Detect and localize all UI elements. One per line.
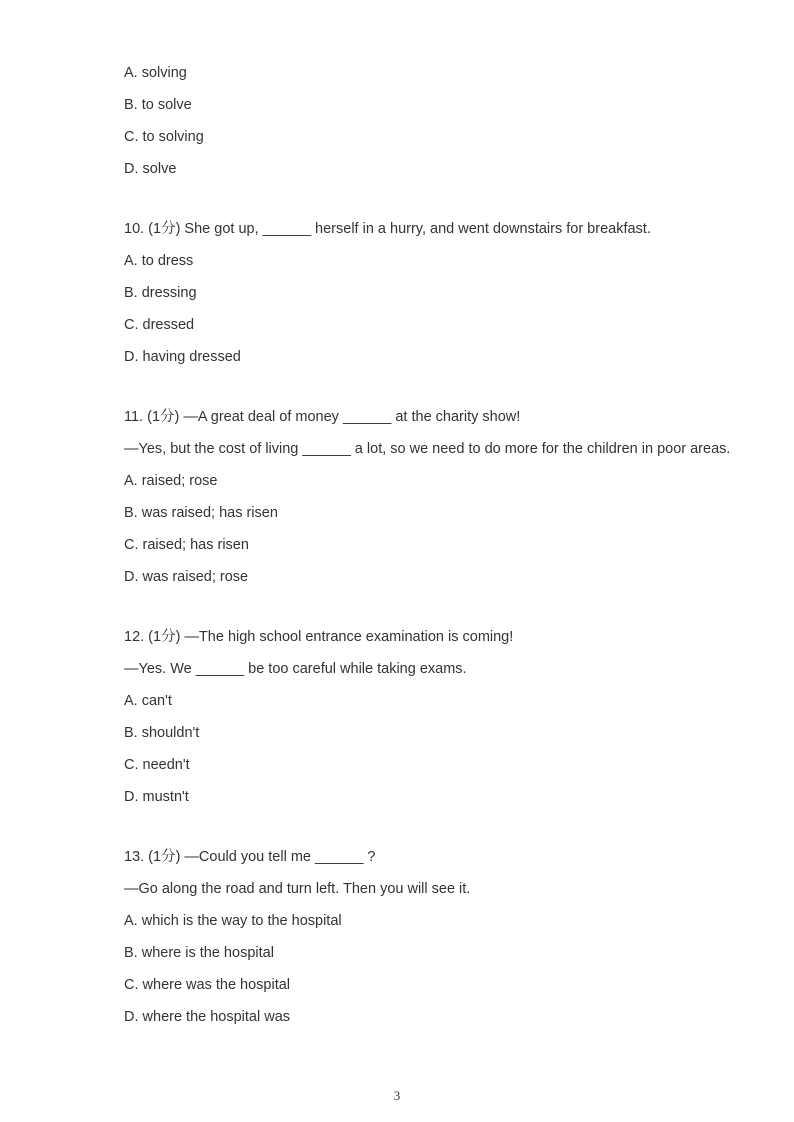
page-number: 3 xyxy=(393,1088,401,1103)
q12-option-b: B. shouldn't xyxy=(124,725,200,741)
q10-option-b: B. dressing xyxy=(124,285,197,301)
q10-option-a: A. to dress xyxy=(124,253,194,269)
q10-option-c: C. dressed xyxy=(124,317,195,333)
option-c: C. to solving xyxy=(124,129,204,145)
question-12-stem: 12. (1分) —The high school entrance examination is coming! xyxy=(124,629,514,645)
question-12-reply: —Yes. We ______ be too careful while taking exams. xyxy=(124,661,467,677)
q11-option-d: D. was raised; rose xyxy=(124,569,249,585)
question-13-stem: 13. (1分) —Could you tell me ______ ? xyxy=(124,849,376,865)
q10-option-d: D. having dressed xyxy=(124,349,241,365)
q11-option-a: A. raised; rose xyxy=(124,473,218,489)
option-b: B. to solve xyxy=(124,97,192,113)
q13-option-d: D. where the hospital was xyxy=(124,1009,291,1025)
q12-option-c: C. needn't xyxy=(124,757,190,773)
q13-option-c: C. where was the hospital xyxy=(124,977,291,993)
q11-option-b: B. was raised; has risen xyxy=(124,505,278,521)
question-10-stem: 10. (1分) She got up, ______ herself in a hurry, and went downstairs for breakfast. xyxy=(124,221,651,237)
q13-option-a: A. which is the way to the hospital xyxy=(124,913,342,929)
q11-option-c: C. raised; has risen xyxy=(124,537,249,553)
option-a: A. solving xyxy=(124,65,187,81)
question-13-reply: —Go along the road and turn left. Then you will see it. xyxy=(124,881,471,897)
q12-option-a: A. can't xyxy=(124,693,172,709)
option-d: D. solve xyxy=(124,161,177,177)
q12-option-d: D. mustn't xyxy=(124,789,189,805)
q13-option-b: B. where is the hospital xyxy=(124,945,274,961)
question-11-reply: —Yes, but the cost of living ______ a lot, so we need to do more for the children in poor areas. xyxy=(124,441,731,457)
question-11-stem: 11. (1分) —A great deal of money ______ at the charity show! xyxy=(124,409,521,425)
